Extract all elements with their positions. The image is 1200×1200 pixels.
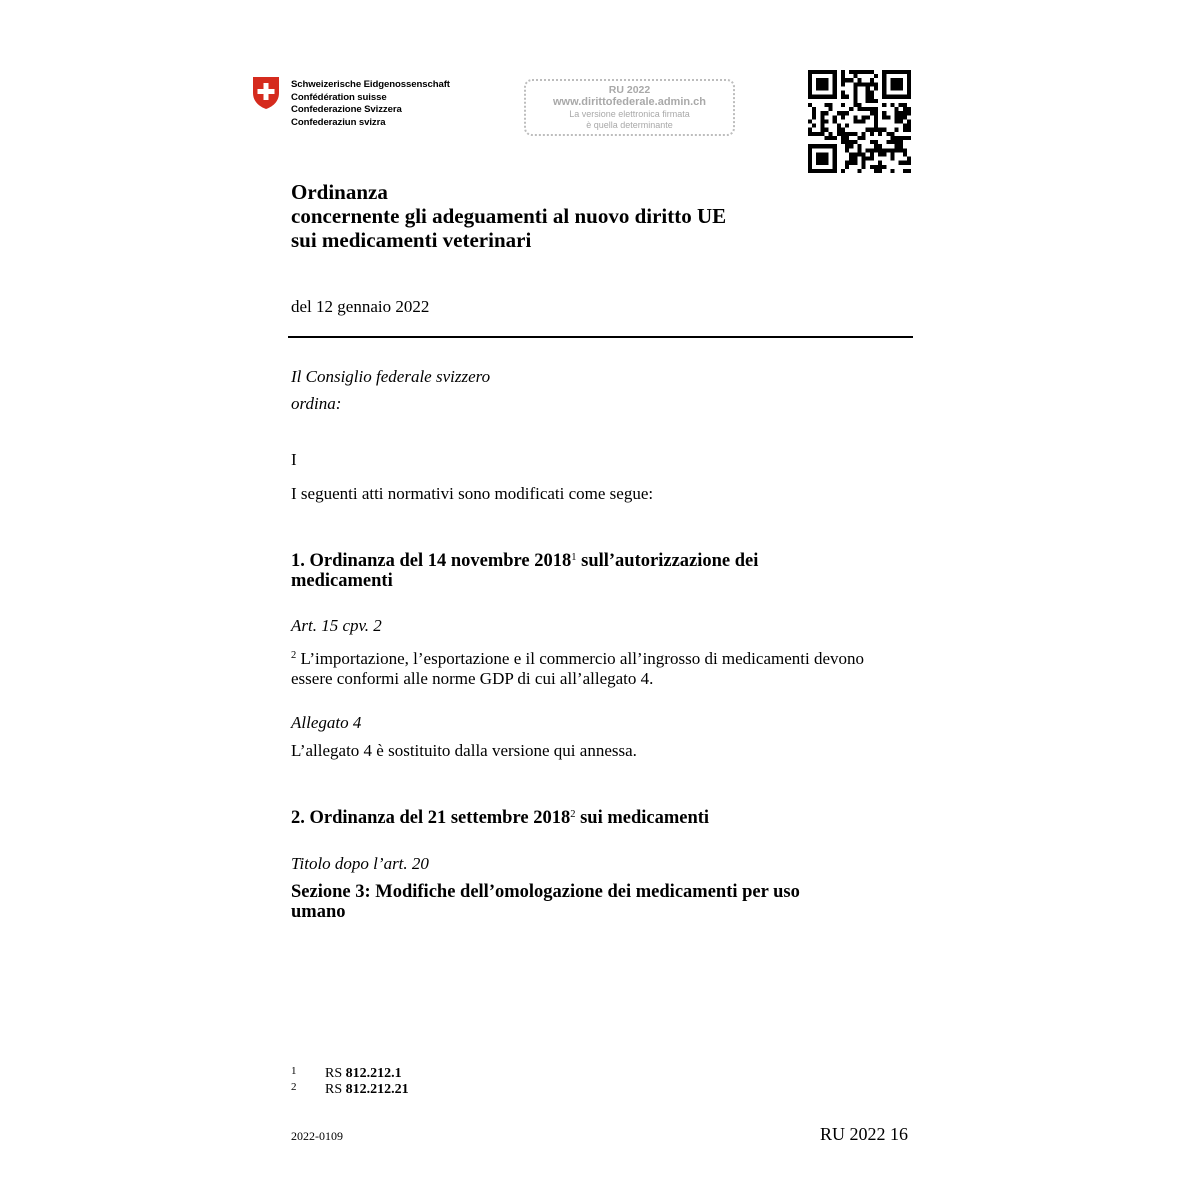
document-title — [291, 180, 891, 252]
preamble-authority: Il Consiglio federale svizzero — [291, 367, 491, 386]
item-2-section-line-1: Sezione 3: Modifiche dell’omologazione dei medicamenti per uso — [291, 882, 800, 902]
item-2-title-ref: Titolo dopo l’art. 20 — [291, 854, 429, 873]
confederation-name-block — [291, 79, 450, 129]
title-line-3: sui medicamenti veterinari — [291, 228, 532, 252]
paragraph-number: 2 — [291, 650, 297, 661]
stamp-website: www.dirittofederale.admin.ch — [552, 96, 706, 108]
item-1-heading-line-1 — [291, 548, 758, 571]
item-2-heading-text: 2. Ordinanza del 21 settembre 2018 — [291, 808, 571, 828]
confederation-name-de: Schweizerische Eidgenossenschaft — [291, 79, 450, 90]
item-2-section-heading — [291, 882, 800, 922]
section-numeral: I — [291, 450, 297, 469]
footnote-1-number: 1 — [291, 1065, 297, 1077]
document-date: del 12 gennaio 2022 — [291, 297, 430, 316]
confederation-name-fr: Confédération suisse — [291, 91, 387, 103]
footnote-2-reference: 812.212.21 — [345, 1082, 409, 1097]
swiss-coat-of-arms-icon — [252, 76, 280, 110]
preamble-verb: ordina: — [291, 394, 342, 413]
item-1-heading-text-end: sull’autorizzazione dei — [576, 551, 759, 571]
item-1-paragraph-line-1 — [291, 646, 864, 669]
item-1-paragraph-line-2: essere conformi alle norme GDP di cui all’allegato 4. — [291, 669, 654, 688]
footnote-2 — [291, 1079, 409, 1098]
intro-text: I seguenti atti normativi sono modificati come segue: — [291, 484, 654, 503]
document-code: 2022-0109 — [291, 1129, 343, 1143]
item-2-heading-text-end: sui medicamenti — [575, 808, 710, 828]
footnote-ref-2[interactable]: 2 — [570, 809, 576, 820]
title-divider — [288, 336, 913, 338]
item-1-annex-text: L’allegato 4 è sostituito dalla versione qui annessa. — [291, 741, 637, 760]
title-line-2: concernente gli adeguamenti al nuovo diritto UE — [291, 204, 727, 228]
qr-code-icon — [808, 70, 911, 173]
item-1-paragraph — [291, 646, 864, 689]
item-1-heading — [291, 548, 758, 591]
page-identifier: RU 2022 16 — [820, 1124, 909, 1144]
confederation-name-rm: Confederaziun svizra — [291, 116, 386, 128]
footnote-ref-1[interactable]: 1 — [571, 552, 577, 563]
item-1-heading-text: 1. Ordinanza del 14 novembre 2018 — [291, 551, 572, 571]
confederation-name-it: Confederazione Svizzera — [291, 104, 402, 115]
stamp-note-1: La versione elettronica firmata — [569, 109, 690, 119]
footnote-2-prefix: RS — [325, 1082, 346, 1097]
item-1-paragraph-text: L’importazione, l’esportazione e il commercio all’ingrosso di medicamenti devono — [296, 649, 865, 668]
stamp-note-2: è quella determinante — [586, 120, 673, 130]
item-1-article-ref: Art. 15 cpv. 2 — [291, 616, 382, 635]
footnote-1-reference: 812.212.1 — [345, 1066, 402, 1081]
footnote-2-number: 2 — [291, 1081, 297, 1093]
item-1-heading-line-2: medicamenti — [291, 571, 393, 591]
item-2-section-line-2: umano — [291, 902, 346, 922]
stamp-publication: RU 2022 — [608, 84, 651, 96]
item-1-annex-ref: Allegato 4 — [291, 713, 362, 732]
item-2-heading — [291, 805, 709, 828]
official-publication-stamp — [524, 79, 735, 136]
title-line-1: Ordinanza — [291, 180, 388, 204]
footnote-1-prefix: RS — [325, 1066, 346, 1081]
